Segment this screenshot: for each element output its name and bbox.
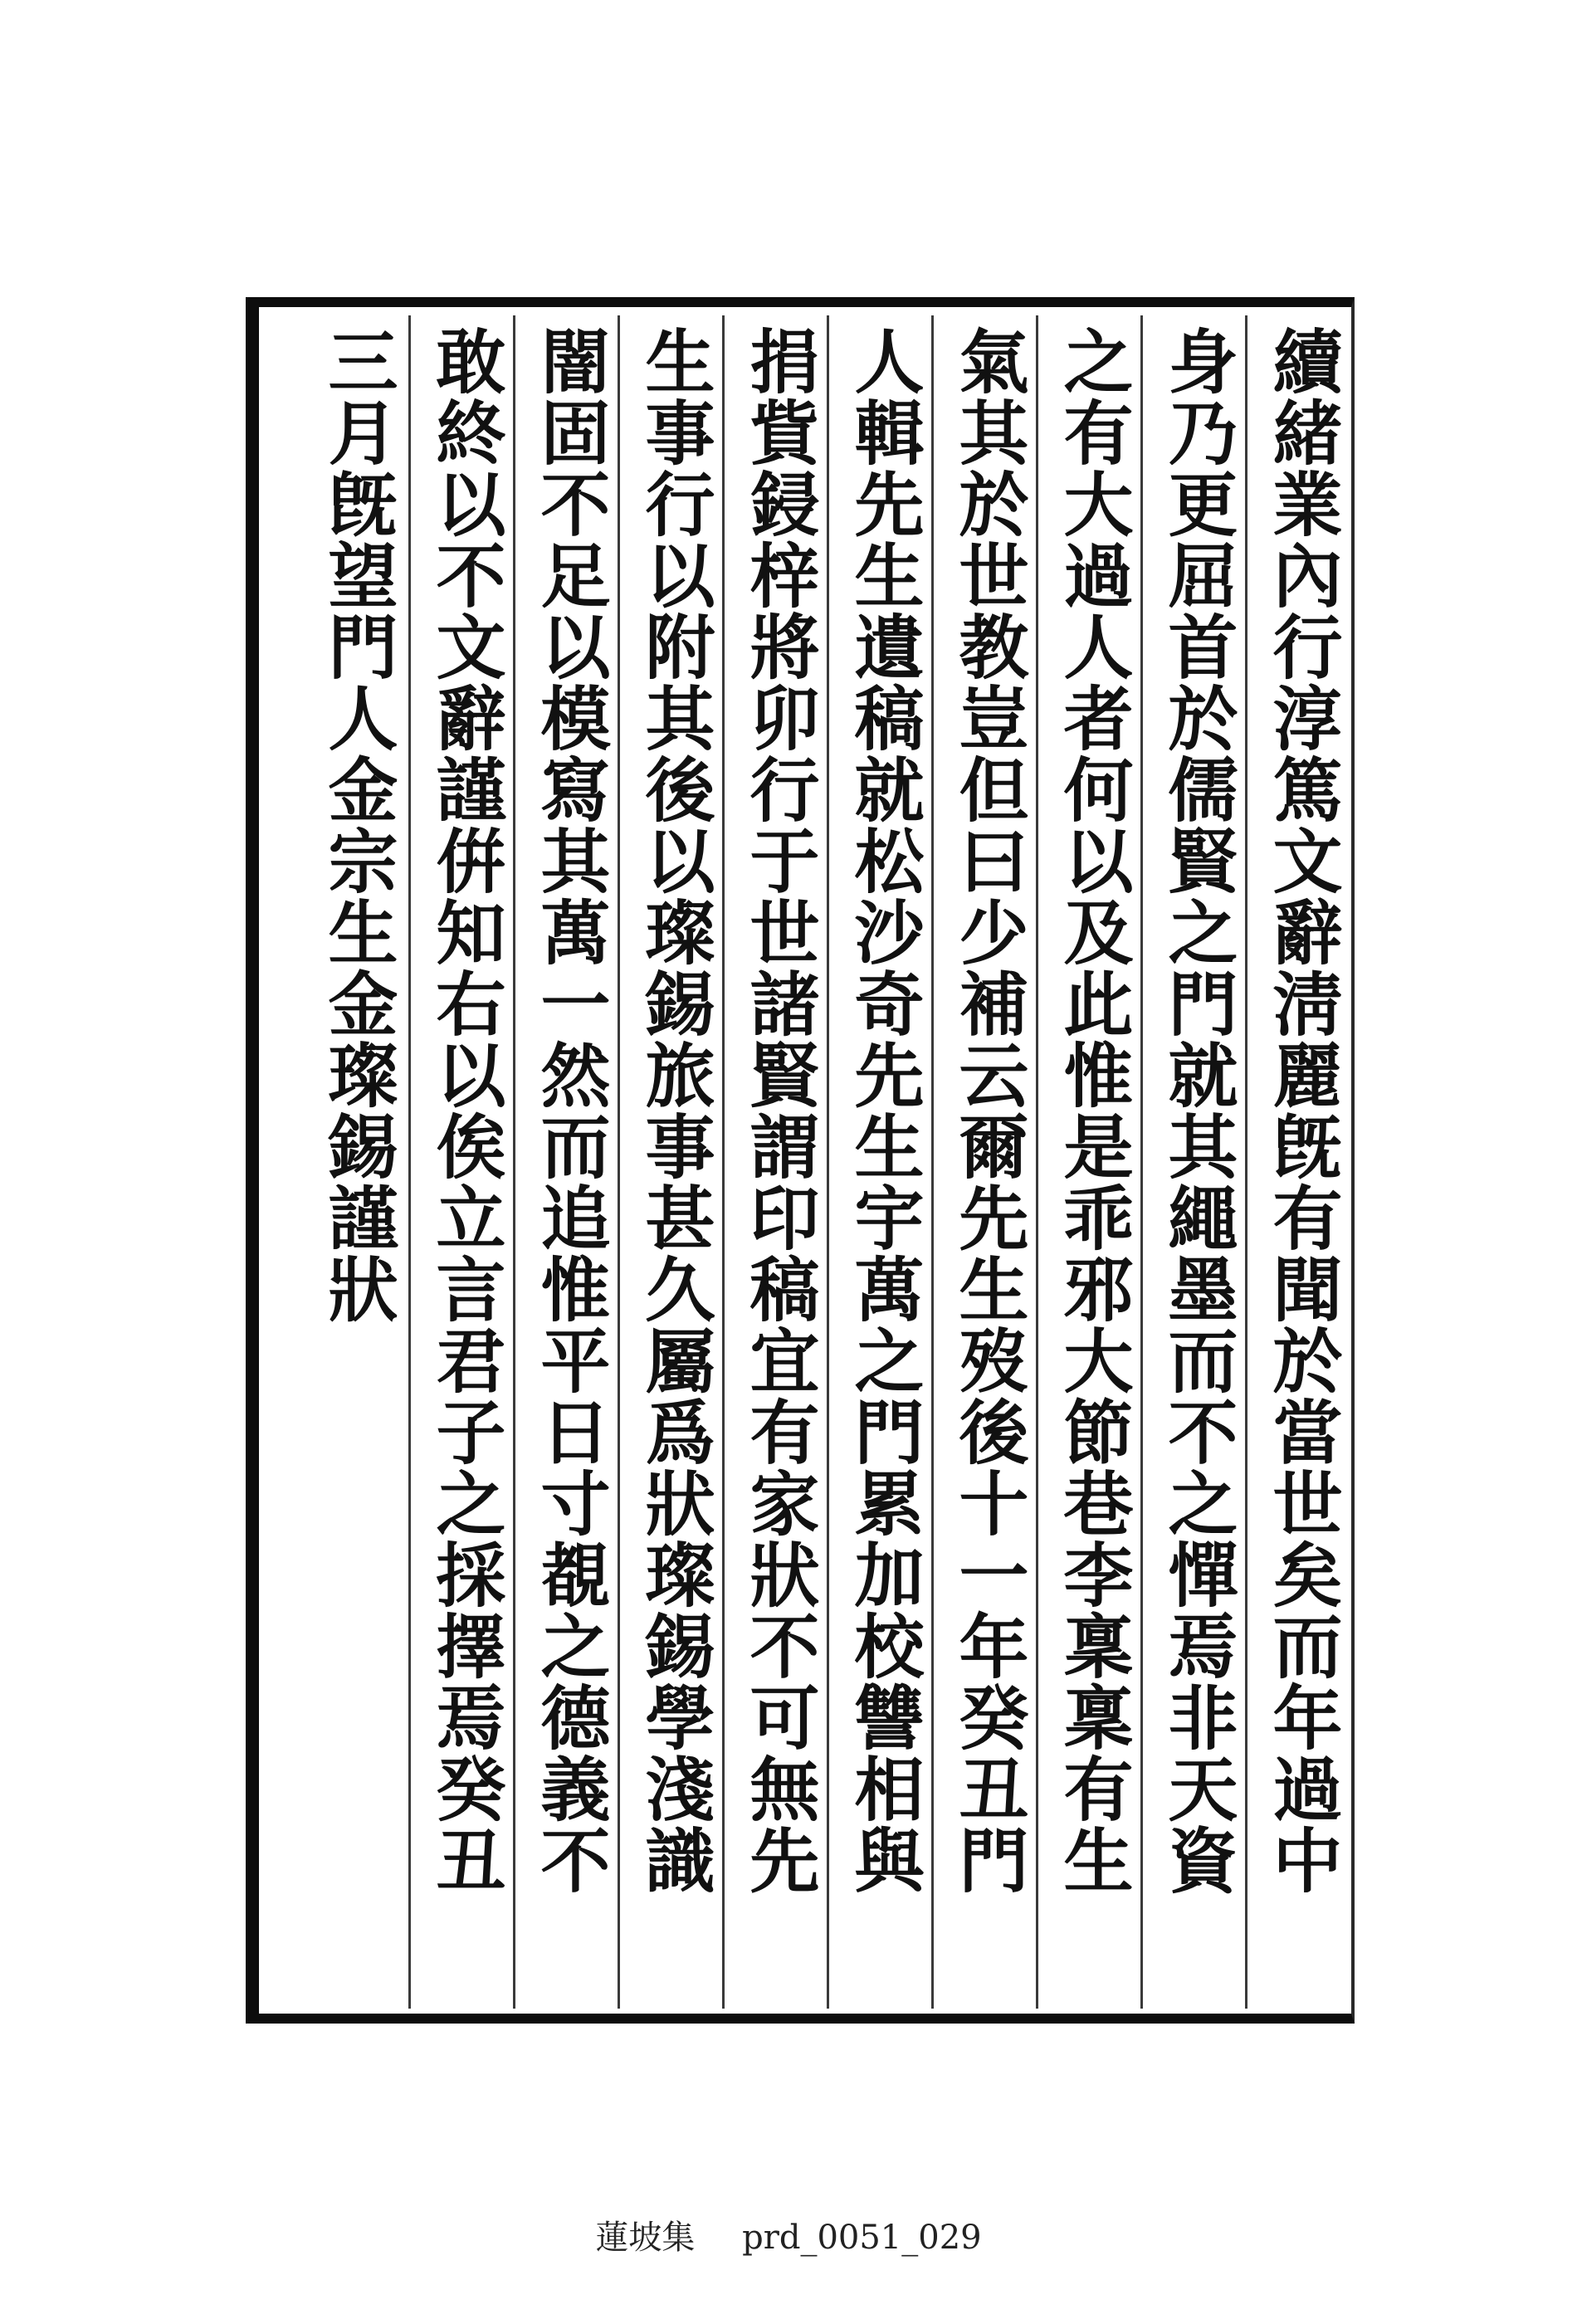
column-text: 闇固不足以模寫其萬一然而追惟平日寸覩之德義不 [530, 325, 612, 1896]
column-text: 三月旣望門人金宗生金璨錫謹狀 [317, 325, 399, 1325]
column-text: 敢終以不文辭謹倂知右以俟立言君子之採擇焉癸丑 [425, 325, 507, 1896]
text-column-4 [943, 325, 1034, 2000]
column-divider [722, 315, 725, 2009]
column-text: 之有大過人者何以及此惟是乖邪大節巷李稟稟有生 [1052, 325, 1135, 1896]
column-divider [827, 315, 829, 2009]
text-column-6 [734, 325, 825, 2000]
page-caption [0, 2211, 1577, 2258]
column-text: 生事行以附其後以璨錫旅事甚久屬爲狀璨錫學淺識 [634, 325, 716, 1896]
column-divider [618, 315, 620, 2009]
text-column-7 [629, 325, 720, 2000]
page-id: prd_0051_029 [742, 2219, 982, 2257]
column-divider [1245, 315, 1247, 2009]
text-column-8 [525, 325, 616, 2000]
text-column-3 [1047, 325, 1139, 2000]
collection-title: 蓮坡集 [595, 2219, 696, 2257]
text-column-5 [838, 325, 930, 2000]
text-column-10 [312, 325, 403, 2000]
printed-page-frame [246, 297, 1355, 2024]
column-divider [931, 315, 934, 2009]
column-divider [513, 315, 515, 2009]
column-divider [408, 315, 411, 2009]
column-divider [1036, 315, 1038, 2009]
column-text: 續緒業內行淳篤文辭淸麗旣有聞於當世矣而年過中 [1262, 325, 1344, 1896]
column-text: 身乃更屈首於儒賢之門就其繩墨而不之憚焉非天資 [1157, 325, 1239, 1896]
column-text: 氣其於世教豈但曰少補云爾先生歿後十一年癸丑門 [948, 325, 1030, 1896]
column-text: 人輯先生遺稿就松沙奇先生宇萬之門累加校讐相與 [843, 325, 925, 1896]
text-column-1 [1257, 325, 1348, 2000]
column-text: 捐貲鋟梓將卯行于世諸賢謂印稿宜有家狀不可無先 [739, 325, 821, 1896]
text-column-2 [1152, 325, 1243, 2000]
text-column-9 [420, 325, 511, 2000]
column-divider [1140, 315, 1143, 2009]
